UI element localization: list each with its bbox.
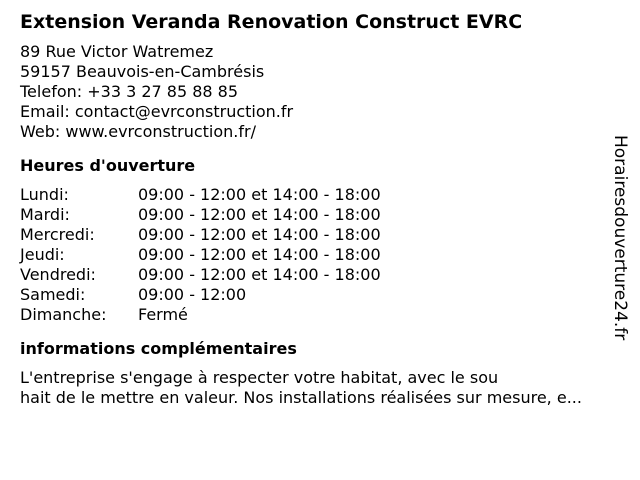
address-city: 59157 Beauvois-en-Cambrésis	[20, 62, 265, 81]
hours-day: Vendredi:	[20, 265, 96, 284]
hours-time: 09:00 - 12:00 et 14:00 - 18:00	[138, 185, 381, 204]
hours-row-monday	[20, 185, 620, 205]
hours-day: Lundi:	[20, 185, 69, 204]
hours-day: Mardi:	[20, 205, 70, 224]
info-description	[20, 368, 630, 408]
hours-row-thursday	[20, 245, 620, 265]
hours-time: 09:00 - 12:00 et 14:00 - 18:00	[138, 205, 381, 224]
site-watermark: Horairesdouverture24.fr	[610, 135, 630, 341]
hours-day: Jeudi:	[20, 245, 65, 264]
hours-heading: Heures d'ouverture	[20, 156, 196, 175]
hours-day: Mercredi:	[20, 225, 95, 244]
hours-time: 09:00 - 12:00 et 14:00 - 18:00	[138, 225, 381, 244]
hours-table	[20, 185, 620, 325]
email-line: Email: contact@evrconstruction.fr	[20, 102, 294, 121]
hours-day: Samedi:	[20, 285, 86, 304]
hours-time: Fermé	[138, 305, 188, 324]
hours-row-friday	[20, 265, 620, 285]
hours-row-wednesday	[20, 225, 620, 245]
info-line-1: L'entreprise s'engage à respecter votre habitat, avec le sou	[20, 368, 499, 387]
hours-row-saturday	[20, 285, 620, 305]
phone-line: Telefon: +33 3 27 85 88 85	[20, 82, 239, 101]
info-line-2: hait de le mettre en valeur. Nos installations réalisées sur mesure, e...	[20, 388, 582, 407]
business-name: Extension Veranda Renovation Construct EVRC	[20, 11, 523, 33]
business-card	[20, 10, 620, 408]
info-heading: informations complémentaires	[20, 339, 297, 358]
hours-row-tuesday	[20, 205, 620, 225]
hours-time: 09:00 - 12:00 et 14:00 - 18:00	[138, 245, 381, 264]
web-line: Web: www.evrconstruction.fr/	[20, 122, 256, 141]
address-block	[20, 42, 620, 142]
hours-row-sunday	[20, 305, 620, 325]
hours-time: 09:00 - 12:00	[138, 285, 247, 304]
hours-day: Dimanche:	[20, 305, 107, 324]
address-street: 89 Rue Victor Watremez	[20, 42, 214, 61]
hours-time: 09:00 - 12:00 et 14:00 - 18:00	[138, 265, 381, 284]
